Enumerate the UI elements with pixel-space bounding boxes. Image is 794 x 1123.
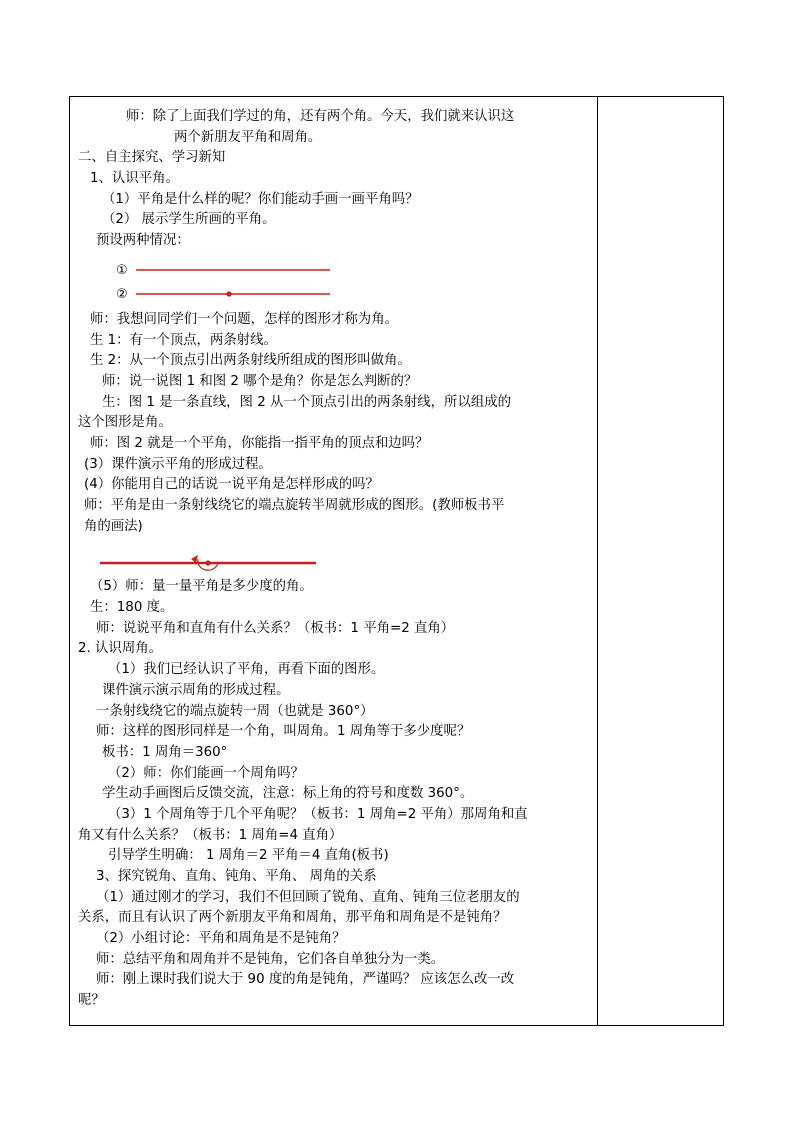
lesson-table [69, 96, 724, 1026]
figure-1-label-1: ① [116, 262, 128, 278]
text-line: 两个新朋友平角和周角。 [174, 129, 322, 145]
section-top [78, 107, 593, 252]
text-line: 师：图 2 就是一个平角，你能指一指平角的顶点和边吗？ [90, 435, 429, 451]
text-line: 师：除了上面我们学过的角，还有两个角。今天，我们就来认识这 [126, 109, 515, 124]
vertex-dot [226, 291, 231, 296]
text-line: 关系，而且有认识了两个新朋友平角和周角，那平角和周角是不是钝角？ [78, 910, 507, 926]
text-line: 生 2：从一个顶点引出两条射线所组成的图形叫做角。 [90, 353, 411, 369]
text-line: （2）小组讨论：平角和周角是不是钝角？ [96, 931, 346, 947]
column-divider [597, 97, 598, 1025]
text-line: （2）师：你们能画一个周角吗？ [108, 765, 304, 781]
figure-1 [78, 252, 593, 310]
figure-2-svg [78, 537, 378, 577]
text-line: 呢？ [78, 993, 105, 1009]
figure-1-svg [78, 252, 378, 310]
text-line: 角又有什么关系？（板书：1 周角=4 直角） [78, 827, 343, 843]
text-line: (3）课件演示平角的形成过程。 [84, 456, 272, 472]
text-line: （3）1 个周角等于几个平角呢？（板书：1 周角=2 平角）那周角和直 [108, 806, 528, 822]
lesson-content [78, 107, 593, 1012]
text-line: （2） 展示学生所画的平角。 [102, 212, 276, 228]
text-line: 师：说一说图 1 和图 2 哪个是角？你是怎么判断的？ [102, 373, 418, 389]
text-line: 生 1：有一个顶点，两条射线。 [90, 332, 277, 348]
text-line: 预设两种情况： [96, 233, 190, 249]
text-line: (4）你能用自己的话说一说平角是怎样形成的吗？ [84, 477, 379, 493]
text-line: 二、自主探究、学习新知 [78, 150, 226, 166]
section-bottom [78, 577, 593, 1011]
text-line: 3、探究锐角、直角、钝角、平角、 周角的关系 [96, 869, 377, 884]
text-line: 师：这样的图形同样是一个角，叫周角。1 周角等于多少度呢？ [96, 724, 471, 740]
text-line: （1）我们已经认识了平角，再看下面的图形。 [108, 662, 385, 678]
section-mid [78, 310, 593, 538]
text-line: 板书：1 周角＝360° [102, 744, 228, 760]
figure-1-label-2: ② [116, 286, 128, 302]
text-line: 师：总结平角和周角并不是钝角，它们各自单独分为一类。 [96, 951, 445, 967]
figure-2 [78, 537, 593, 577]
text-line: 课件演示演示周角的形成过程。 [102, 682, 290, 698]
text-line: 师：平角是由一条射线绕它的端点旋转半周就形成的图形。(教师板书平 [84, 498, 505, 513]
text-line: 这个图形是角。 [78, 415, 172, 431]
text-line: 师：说说平角和直角有什么关系？（板书：1 平角=2 直角） [96, 620, 455, 636]
text-line: （1）通过刚才的学习，我们不但回顾了锐角、直角、钝角三位老朋友的 [96, 889, 520, 905]
text-line: （5）师：量一量平角是多少度的角。 [90, 579, 313, 595]
text-line: （1）平角是什么样的呢？你们能动手画一画平角吗？ [102, 191, 419, 207]
text-line: 学生动手画图后反馈交流，注意：标上角的符号和度数 360°。 [102, 786, 474, 802]
text-line: 2. 认识周角。 [78, 641, 162, 657]
text-line: 角的画法) [84, 518, 143, 534]
text-line: 师：我想问同学们一个问题，怎样的图形才称为角。 [90, 311, 398, 327]
text-line: 1、认识平角。 [90, 171, 179, 187]
text-line: 生：180 度。 [90, 600, 174, 616]
text-line: 一条射线绕它的端点旋转一周（也就是 360°） [96, 703, 374, 719]
text-line: 生：图 1 是一条直线，图 2 从一个顶点引出的两条射线，所以组成的 [102, 394, 512, 410]
text-line: 师：刚上课时我们说大于 90 度的角是钝角，严谨吗？ 应该怎么改一改 [96, 972, 515, 988]
text-line: 引导学生明确： 1 周角＝2 平角＝4 直角(板书) [108, 848, 389, 864]
vertex-dot [205, 561, 210, 566]
rotation-arrow-icon [191, 555, 198, 563]
